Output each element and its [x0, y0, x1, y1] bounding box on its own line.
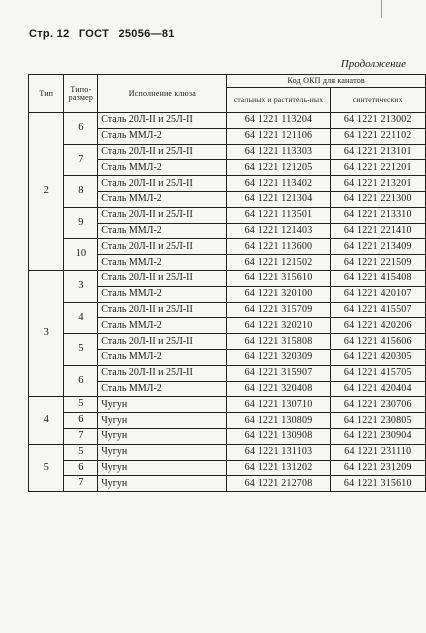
type-cell: 2 — [29, 113, 64, 271]
page-number: Стр. 12 — [29, 28, 70, 40]
header-execution: Исполнение клюза — [98, 75, 227, 113]
execution-cell: Сталь ММЛ-2 — [98, 349, 227, 365]
execution-cell: Чугун — [98, 476, 227, 492]
synthetic-code-cell: 64 1221 420107 — [330, 286, 425, 302]
steel-code-cell: 64 1221 320309 — [227, 349, 330, 365]
steel-code-cell: 64 1221 130908 — [227, 428, 330, 444]
synthetic-code-cell: 64 1221 315610 — [330, 476, 425, 492]
synthetic-code-cell: 64 1221 221102 — [330, 128, 425, 144]
header-codes: Код ОКП для канатов — [227, 75, 426, 88]
synthetic-code-cell: 64 1221 231209 — [330, 460, 425, 476]
synthetic-code-cell: 64 1221 415606 — [330, 334, 425, 350]
steel-code-cell: 64 1221 121205 — [227, 160, 330, 176]
synthetic-code-cell: 64 1221 213409 — [330, 239, 425, 255]
table-body — [29, 113, 426, 492]
header-size: Типо-размер — [64, 75, 98, 113]
steel-code-cell: 64 1221 113303 — [227, 144, 330, 160]
execution-cell: Сталь 20Л-II и 25Л-II — [98, 144, 227, 160]
type-cell: 3 — [29, 270, 64, 396]
steel-code-cell: 64 1221 113402 — [227, 176, 330, 192]
steel-code-cell: 64 1221 131202 — [227, 460, 330, 476]
synthetic-code-cell: 64 1221 415705 — [330, 365, 425, 381]
synthetic-code-cell: 64 1221 213101 — [330, 144, 425, 160]
table-row — [29, 365, 426, 381]
synthetic-code-cell: 64 1221 213310 — [330, 207, 425, 223]
steel-code-cell: 64 1221 121502 — [227, 255, 330, 271]
synthetic-code-cell: 64 1221 415408 — [330, 270, 425, 286]
size-cell: 6 — [64, 413, 98, 429]
steel-code-cell: 64 1221 130809 — [227, 413, 330, 429]
table-row — [29, 144, 426, 160]
header-synthetic: синтетических — [330, 88, 425, 113]
table-row — [29, 476, 426, 492]
synthetic-code-cell: 64 1221 221509 — [330, 255, 425, 271]
continuation-label: Продолжение — [340, 58, 406, 70]
size-cell: 9 — [64, 207, 98, 239]
type-cell: 5 — [29, 444, 64, 491]
execution-cell: Сталь ММЛ-2 — [98, 191, 227, 207]
table-row — [29, 444, 426, 460]
execution-cell: Чугун — [98, 428, 227, 444]
steel-code-cell: 64 1221 320100 — [227, 286, 330, 302]
steel-code-cell: 64 1221 315808 — [227, 334, 330, 350]
gost-label: ГОСТ — [78, 28, 110, 40]
execution-cell: Чугун — [98, 444, 227, 460]
size-cell: 7 — [64, 428, 98, 444]
header-type: Тип — [29, 75, 64, 113]
steel-code-cell: 64 1221 121304 — [227, 191, 330, 207]
table-row — [29, 207, 426, 223]
execution-cell: Сталь 20Л-II и 25Л-II — [98, 176, 227, 192]
table-row — [29, 460, 426, 476]
table-row — [29, 239, 426, 255]
execution-cell: Сталь ММЛ-2 — [98, 223, 227, 239]
size-cell: 5 — [64, 397, 98, 413]
execution-cell: Сталь 20Л-II и 25Л-II — [98, 239, 227, 255]
steel-code-cell: 64 1221 130710 — [227, 397, 330, 413]
size-cell: 3 — [64, 270, 98, 302]
size-cell: 6 — [64, 113, 98, 145]
execution-cell: Сталь 20Л-II и 25Л-II — [98, 270, 227, 286]
execution-cell: Сталь 20Л-II и 25Л-II — [98, 207, 227, 223]
table-row — [29, 397, 426, 413]
size-cell: 7 — [64, 476, 98, 492]
execution-cell: Сталь 20Л-II и 25Л-II — [98, 365, 227, 381]
table-row — [29, 270, 426, 286]
steel-code-cell: 64 1221 315709 — [227, 302, 330, 318]
table-row — [29, 113, 426, 129]
table-row — [29, 334, 426, 350]
execution-cell: Чугун — [98, 413, 227, 429]
steel-code-cell: 64 1221 315610 — [227, 270, 330, 286]
execution-cell: Сталь ММЛ-2 — [98, 255, 227, 271]
execution-cell: Чугун — [98, 397, 227, 413]
steel-code-cell: 64 1221 320408 — [227, 381, 330, 397]
table-row — [29, 413, 426, 429]
size-cell: 6 — [64, 460, 98, 476]
execution-cell: Сталь ММЛ-2 — [98, 381, 227, 397]
synthetic-code-cell: 64 1221 415507 — [330, 302, 425, 318]
execution-cell: Сталь 20Л-II и 25Л-II — [98, 113, 227, 129]
gost-number: 25056—81 — [118, 28, 175, 40]
synthetic-code-cell: 64 1221 230904 — [330, 428, 425, 444]
table-row — [29, 428, 426, 444]
size-cell: 5 — [64, 334, 98, 366]
synthetic-code-cell: 64 1221 230805 — [330, 413, 425, 429]
steel-code-cell: 64 1221 113204 — [227, 113, 330, 129]
table-row — [29, 176, 426, 192]
steel-code-cell: 64 1221 212708 — [227, 476, 330, 492]
synthetic-code-cell: 64 1221 420206 — [330, 318, 425, 334]
steel-code-cell: 64 1221 121106 — [227, 128, 330, 144]
size-cell: 4 — [64, 302, 98, 334]
synthetic-code-cell: 64 1221 221410 — [330, 223, 425, 239]
synthetic-code-cell: 64 1221 221300 — [330, 191, 425, 207]
execution-cell: Сталь ММЛ-2 — [98, 286, 227, 302]
page-header — [29, 28, 175, 40]
steel-code-cell: 64 1221 131103 — [227, 444, 330, 460]
synthetic-code-cell: 64 1221 221201 — [330, 160, 425, 176]
execution-cell: Сталь 20Л-II и 25Л-II — [98, 334, 227, 350]
steel-code-cell: 64 1221 315907 — [227, 365, 330, 381]
size-cell: 5 — [64, 444, 98, 460]
steel-code-cell: 64 1221 113501 — [227, 207, 330, 223]
synthetic-code-cell: 64 1221 213002 — [330, 113, 425, 129]
size-cell: 6 — [64, 365, 98, 397]
synthetic-code-cell: 64 1221 213201 — [330, 176, 425, 192]
execution-cell: Сталь ММЛ-2 — [98, 318, 227, 334]
okp-codes-table — [28, 74, 426, 492]
synthetic-code-cell: 64 1221 231110 — [330, 444, 425, 460]
header-steel: стальных и раститель-ных — [227, 88, 330, 113]
execution-cell: Сталь ММЛ-2 — [98, 128, 227, 144]
size-cell: 8 — [64, 176, 98, 208]
size-cell: 10 — [64, 239, 98, 271]
table-row — [29, 302, 426, 318]
execution-cell: Сталь 20Л-II и 25Л-II — [98, 302, 227, 318]
scan-mark — [381, 0, 382, 18]
synthetic-code-cell: 64 1221 230706 — [330, 397, 425, 413]
synthetic-code-cell: 64 1221 420305 — [330, 349, 425, 365]
execution-cell: Сталь ММЛ-2 — [98, 160, 227, 176]
steel-code-cell: 64 1221 113600 — [227, 239, 330, 255]
steel-code-cell: 64 1221 121403 — [227, 223, 330, 239]
size-cell: 7 — [64, 144, 98, 176]
synthetic-code-cell: 64 1221 420404 — [330, 381, 425, 397]
steel-code-cell: 64 1221 320210 — [227, 318, 330, 334]
type-cell: 4 — [29, 397, 64, 444]
execution-cell: Чугун — [98, 460, 227, 476]
